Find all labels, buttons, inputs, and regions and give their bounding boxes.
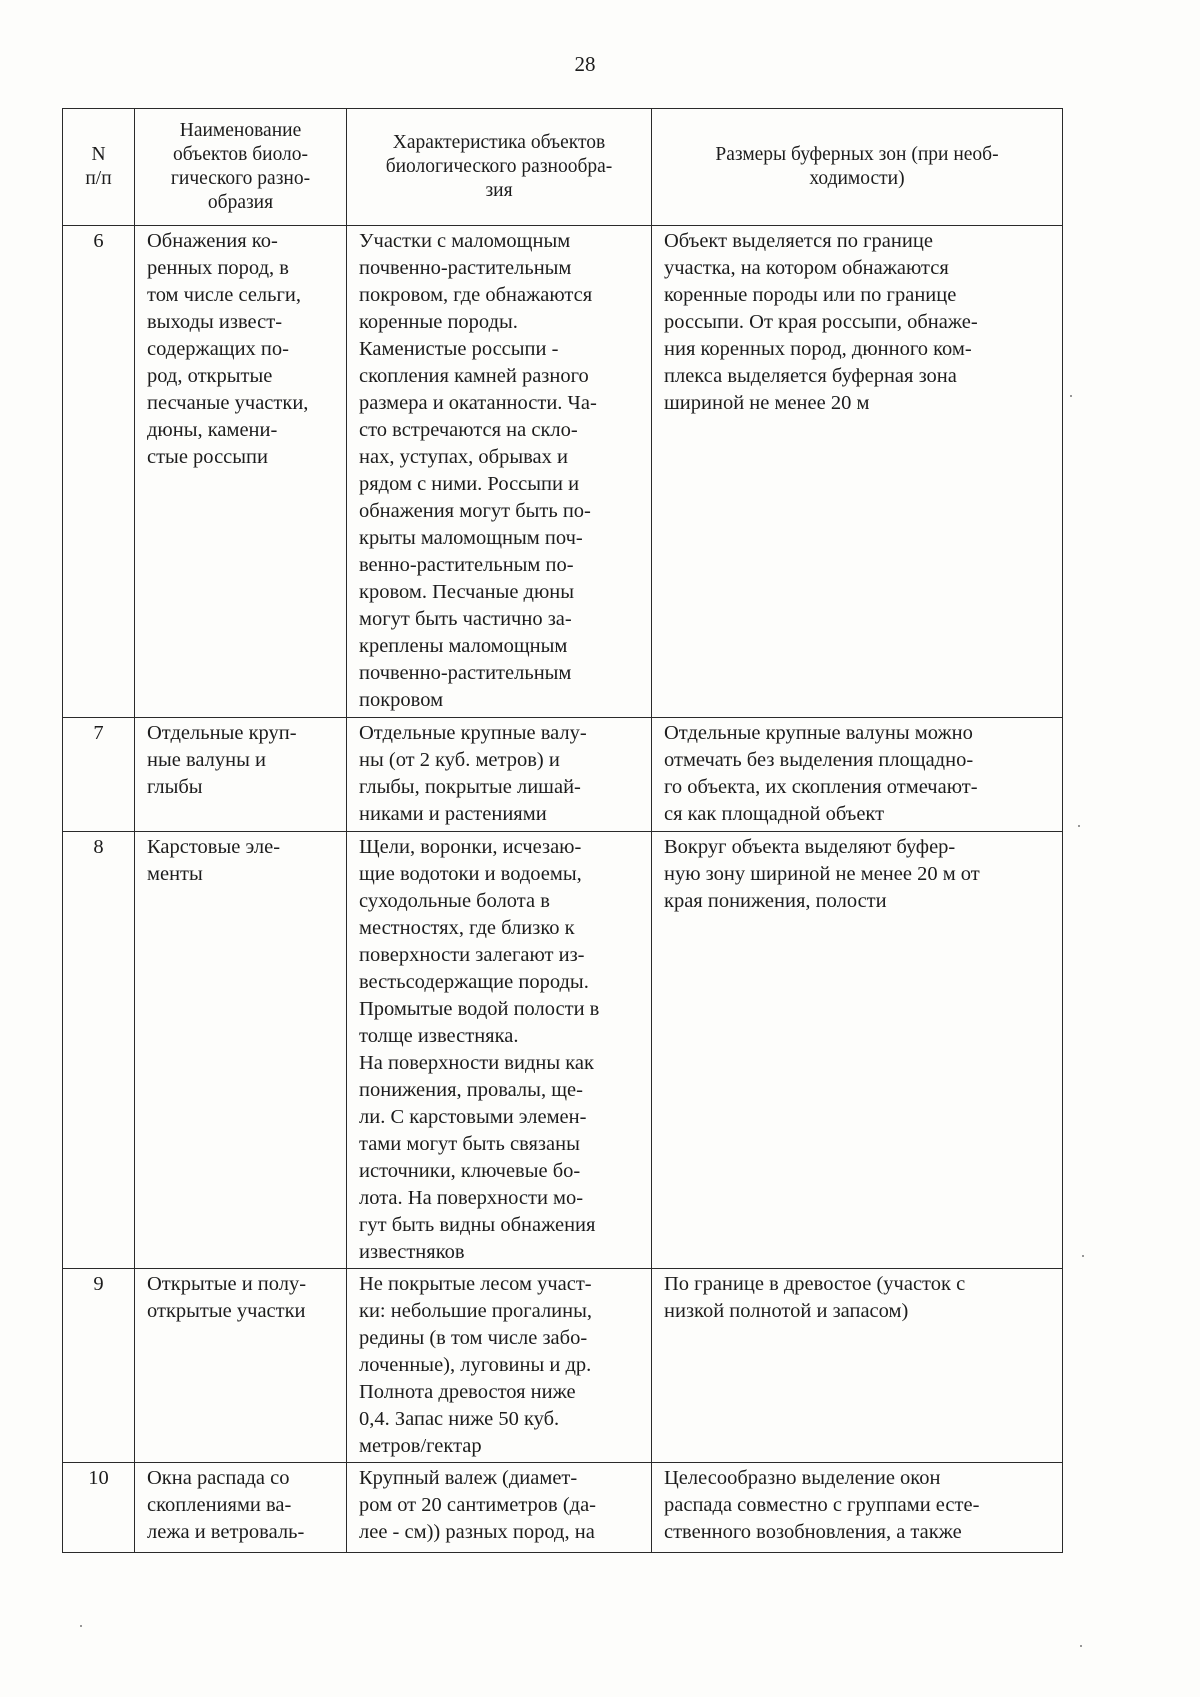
- buffer-zone: Вокруг объекта выделяют буфер- ную зону шириной не менее 20 м от края понижения, полости: [652, 832, 1063, 1269]
- object-description: Не покрытые лесом участ- ки: небольшие прогалины, редины (в том числе забо- лоченные), луговины и др. Полнота древостоя ниже 0,4. Запас ниже 50 куб. метров/гектар: [347, 1269, 652, 1463]
- table-row: [63, 226, 1063, 718]
- scan-speck: [1070, 395, 1072, 397]
- table-row: [63, 832, 1063, 1269]
- row-number: 8: [63, 832, 135, 1269]
- header-characteristics: Характеристика объектов биологического разнообра- зия: [347, 109, 652, 226]
- object-description: Крупный валеж (диамет- ром от 20 сантиметров (да- лее - см)) разных пород, на: [347, 1463, 652, 1553]
- scan-speck: [1078, 825, 1080, 827]
- row-number: 9: [63, 1269, 135, 1463]
- object-description: Участки с маломощным почвенно-растительным покровом, где обнажаются коренные породы. Каменистые россыпи - скопления камней разного размера и окатанности. Ча- сто встречаются на скло- нах, уступах, обрывах и рядом с ними. Россыпи и обнажения могут быть по- крыты маломощным поч- венно-растительным по- кровом. Песчаные дюны могут быть частично за- креплены маломощным почвенно-растительным покровом: [347, 226, 652, 718]
- table-row: [63, 1463, 1063, 1553]
- object-description: Отдельные крупные валу- ны (от 2 куб. метров) и глыбы, покрытые лишай- никами и растениями: [347, 718, 652, 832]
- buffer-zone: Отдельные крупные валуны можно отмечать без выделения площадно- го объекта, их скопления отмечают- ся как площадной объект: [652, 718, 1063, 832]
- table-row: [63, 718, 1063, 832]
- table-row: [63, 1269, 1063, 1463]
- buffer-zone: Целесообразно выделение окон распада совместно с группами есте- ственного возобновления, а также: [652, 1463, 1063, 1553]
- row-number: 6: [63, 226, 135, 718]
- scan-speck: [1080, 1645, 1082, 1647]
- object-name: Карстовые эле- менты: [135, 832, 347, 1269]
- row-number: 10: [63, 1463, 135, 1553]
- scan-speck: [1082, 1255, 1084, 1257]
- page-number: 28: [574, 52, 596, 76]
- object-name: Открытые и полу- открытые участки: [135, 1269, 347, 1463]
- scan-speck: [80, 1625, 82, 1627]
- object-description: Щели, воронки, исчезаю- щие водотоки и водоемы, суходольные болота в местностях, где близко к поверхности залегают из- вестьсодержащие породы. Промытые водой полости в толще известняка. На поверхности видны как понижения, провалы, ще- ли. С карстовыми элемен- тами могут быть связаны источники, ключевые бо- лота. На поверхности мо- гут быть видны обнажения известняков: [347, 832, 652, 1269]
- table-header-row: [63, 109, 1063, 226]
- row-number: 7: [63, 718, 135, 832]
- object-name: Окна распада со скоплениями ва- лежа и ветроваль-: [135, 1463, 347, 1553]
- header-buffer-zone: Размеры буферных зон (при необ- ходимости): [652, 109, 1063, 226]
- header-number: N п/п: [63, 109, 135, 226]
- buffer-zone: По границе в древостое (участок с низкой полнотой и запасом): [652, 1269, 1063, 1463]
- biodiversity-objects-table: [62, 108, 1063, 1553]
- object-name: Обнажения ко- ренных пород, в том числе сельги, выходы извест- содержащих по- род, открытые песчаные участки, дюны, камени- стые россыпи: [135, 226, 347, 718]
- buffer-zone: Объект выделяется по границе участка, на котором обнажаются коренные породы или по границе россыпи. От края россыпи, обнаже- ния коренных пород, дюнного ком- плекса выделяется буферная зона шириной не менее 20 м: [652, 226, 1063, 718]
- object-name: Отдельные круп- ные валуны и глыбы: [135, 718, 347, 832]
- header-object-name: Наименование объектов биоло- гического разно- образия: [135, 109, 347, 226]
